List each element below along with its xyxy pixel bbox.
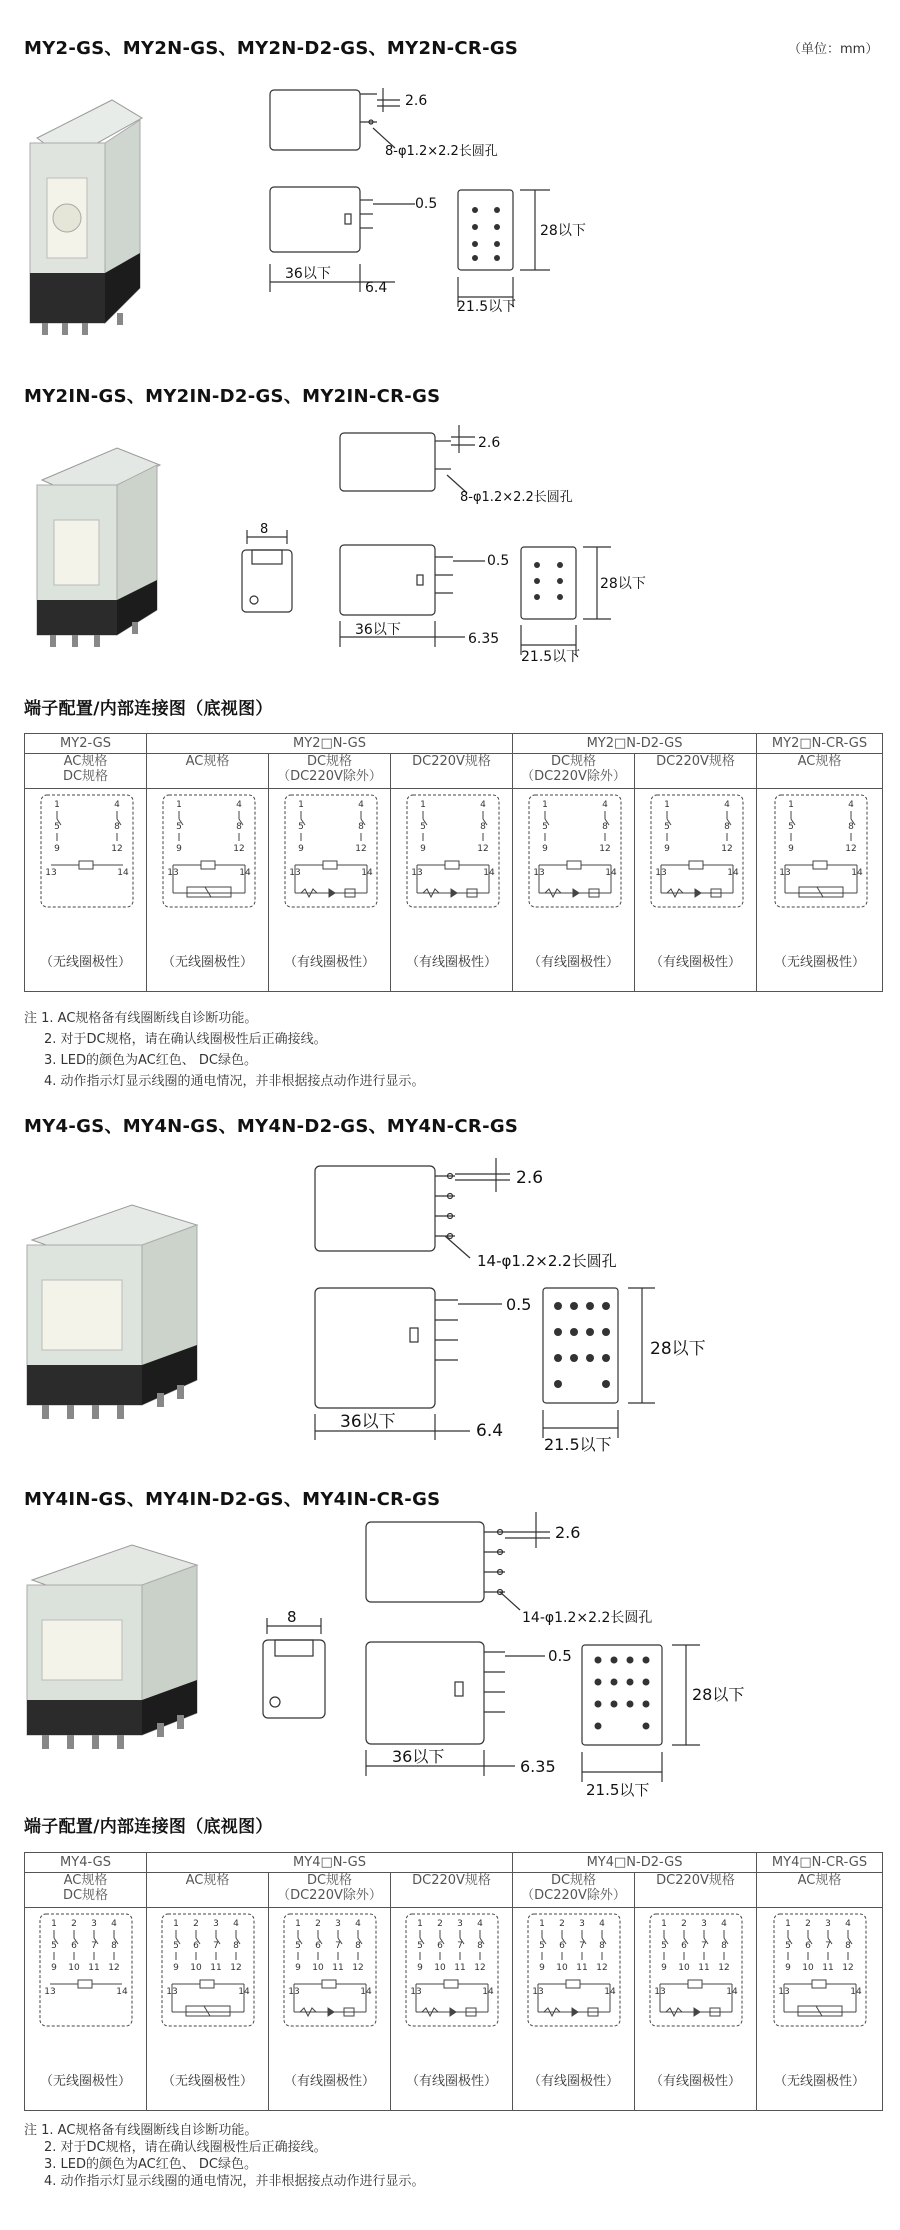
dim-thickness: 2.6 bbox=[478, 435, 501, 451]
spec-header: AC规格 DC规格 bbox=[25, 1873, 147, 1908]
pin-label: 14 bbox=[725, 1987, 738, 1997]
pin-label: 1 bbox=[50, 1919, 57, 1929]
pin-label: 13 bbox=[409, 1987, 422, 1997]
pin-label: 4 bbox=[476, 1919, 483, 1929]
pin-label: 3 bbox=[456, 1919, 463, 1929]
relay-photo-my2 bbox=[22, 88, 152, 343]
dim-length: 36以下 bbox=[285, 266, 331, 282]
pin-label: 1 bbox=[538, 1919, 545, 1929]
pin-label: 6 bbox=[804, 1941, 811, 1951]
pin-label: 9 bbox=[419, 844, 426, 854]
pin-label: 12 bbox=[232, 844, 245, 854]
pin-label: 3 bbox=[578, 1919, 585, 1929]
polarity-caption: （无线圈极性） bbox=[774, 955, 866, 970]
pin-label: 13 bbox=[531, 1987, 544, 1997]
pin-label: 12 bbox=[844, 844, 857, 854]
pin-label: 5 bbox=[175, 822, 182, 832]
pin-label: 13 bbox=[532, 868, 545, 878]
pin-label: 7 bbox=[824, 1941, 831, 1951]
unit-label: （单位：mm） bbox=[788, 42, 879, 57]
dim-length: 36以下 bbox=[340, 1412, 396, 1432]
note-line: 4. 动作指示灯显示线圈的通电情况，并非根据接点动作进行显示。 bbox=[44, 1074, 425, 1089]
pin-label: 13 bbox=[778, 868, 791, 878]
pin-label: 11 bbox=[87, 1963, 100, 1973]
circuit-diagram bbox=[30, 1908, 142, 2058]
circuit-diagram bbox=[640, 1908, 752, 2058]
dim-drawing-front-my2in bbox=[232, 522, 302, 622]
dim-pin: 0.5 bbox=[506, 1295, 532, 1314]
pin-label: 2 bbox=[436, 1919, 443, 1929]
relay-photo-my2in bbox=[32, 440, 172, 665]
pin-label: 9 bbox=[660, 1963, 667, 1973]
dim-pitch: 6.35 bbox=[520, 1757, 556, 1776]
section-title: MY4-GS、MY4N-GS、MY4N-D2-GS、MY4N-CR-GS bbox=[24, 1116, 519, 1137]
dim-pin: 0.5 bbox=[415, 196, 438, 212]
pin-label: 8 bbox=[235, 822, 242, 832]
dim-pin: 0.5 bbox=[548, 1647, 572, 1665]
circuit-diagram bbox=[641, 789, 751, 939]
circuit-diagram bbox=[396, 1908, 508, 2058]
terminal-heading: 端子配置/内部连接图（底视图） bbox=[24, 699, 273, 719]
pin-label: 14 bbox=[238, 868, 251, 878]
pin-label: 14 bbox=[360, 868, 373, 878]
pin-label: 9 bbox=[663, 844, 670, 854]
pin-label: 9 bbox=[294, 1963, 301, 1973]
circuit-diagram bbox=[764, 1908, 876, 2058]
pin-label: 6 bbox=[680, 1941, 687, 1951]
note-line: 3. LED的颜色为AC红色、 DC绿色。 bbox=[44, 1053, 257, 1068]
polarity-caption: （有线圈极性） bbox=[283, 955, 375, 970]
pin-label: 8 bbox=[601, 822, 608, 832]
dim-thickness: 2.6 bbox=[405, 93, 428, 109]
pin-label: 10 bbox=[433, 1963, 446, 1973]
polarity-caption: （无线圈极性） bbox=[39, 2074, 131, 2089]
pin-label: 6 bbox=[70, 1941, 77, 1951]
spec-header: AC规格 bbox=[757, 1873, 883, 1908]
dim-drawing-top-my4 bbox=[310, 1148, 730, 1454]
dim-width: 21.5以下 bbox=[457, 299, 517, 315]
pin-label: 11 bbox=[821, 1963, 834, 1973]
pin-label: 8 bbox=[232, 1941, 239, 1951]
circuit-diagram bbox=[397, 789, 507, 939]
pin-label: 1 bbox=[541, 800, 548, 810]
pin-label: 14 bbox=[850, 868, 863, 878]
pin-label: 4 bbox=[720, 1919, 727, 1929]
polarity-caption: （有线圈极性） bbox=[650, 2074, 742, 2089]
circuit-diagram bbox=[518, 1908, 630, 2058]
pin-label: 4 bbox=[354, 1919, 361, 1929]
pin-label: 1 bbox=[787, 800, 794, 810]
pin-label: 8 bbox=[723, 822, 730, 832]
pin-label: 5 bbox=[660, 1941, 667, 1951]
dim-thickness: 2.6 bbox=[516, 1168, 544, 1188]
pin-label: 10 bbox=[311, 1963, 324, 1973]
pin-label: 13 bbox=[410, 868, 423, 878]
pin-label: 4 bbox=[847, 800, 854, 810]
pin-label: 12 bbox=[598, 844, 611, 854]
pin-label: 13 bbox=[777, 1987, 790, 1997]
pin-label: 10 bbox=[555, 1963, 568, 1973]
pin-label: 8 bbox=[110, 1941, 117, 1951]
pin-label: 5 bbox=[538, 1941, 545, 1951]
note-line: 注 1. AC规格备有线圈断线自诊断功能。 bbox=[24, 2123, 258, 2138]
pin-label: 8 bbox=[476, 1941, 483, 1951]
section-title: MY2-GS、MY2N-GS、MY2N-D2-GS、MY2N-CR-GS bbox=[24, 38, 519, 59]
pin-label: 4 bbox=[723, 800, 730, 810]
pin-label: 8 bbox=[844, 1941, 851, 1951]
pin-label: 4 bbox=[598, 1919, 605, 1929]
pin-label: 12 bbox=[720, 844, 733, 854]
pin-label: 1 bbox=[663, 800, 670, 810]
pin-label: 12 bbox=[476, 844, 489, 854]
pin-label: 3 bbox=[90, 1919, 97, 1929]
pin-label: 10 bbox=[801, 1963, 814, 1973]
relay-photo-my4 bbox=[22, 1195, 207, 1435]
dim-front: 8 bbox=[260, 522, 269, 537]
note-line: 4. 动作指示灯显示线圈的通电情况，并非根据接点动作进行显示。 bbox=[44, 2174, 425, 2189]
notes-block bbox=[24, 2122, 425, 2190]
pin-label: 1 bbox=[294, 1919, 301, 1929]
polarity-caption: （有线圈极性） bbox=[650, 955, 742, 970]
pin-label: 8 bbox=[354, 1941, 361, 1951]
pin-label: 9 bbox=[787, 844, 794, 854]
group-header: MY2□N-GS bbox=[147, 734, 513, 754]
pin-label: 12 bbox=[595, 1963, 608, 1973]
pin-label: 14 bbox=[849, 1987, 862, 1997]
pin-label: 1 bbox=[660, 1919, 667, 1929]
dim-hole: 14-φ1.2×2.2长圆孔 bbox=[477, 1252, 617, 1270]
pin-label: 6 bbox=[436, 1941, 443, 1951]
note-line: 2. 对于DC规格，请在确认线圈极性后正确接线。 bbox=[44, 2140, 327, 2155]
pin-label: 1 bbox=[416, 1919, 423, 1929]
group-header: MY2□N-CR-GS bbox=[757, 734, 883, 754]
dim-width: 21.5以下 bbox=[521, 649, 581, 665]
spec-header: DC220V规格 bbox=[391, 1873, 513, 1908]
polarity-caption: （有线圈极性） bbox=[528, 955, 620, 970]
pin-label: 4 bbox=[113, 800, 120, 810]
pin-label: 4 bbox=[235, 800, 242, 810]
group-header: MY4□N-GS bbox=[147, 1853, 513, 1873]
group-header: MY4-GS bbox=[25, 1853, 147, 1873]
pin-label: 14 bbox=[481, 1987, 494, 1997]
spec-header: DC规格 （DC220V除外） bbox=[269, 1873, 391, 1908]
pin-label: 7 bbox=[456, 1941, 463, 1951]
pin-label: 11 bbox=[697, 1963, 710, 1973]
spec-header: DC规格 （DC220V除外） bbox=[513, 1873, 635, 1908]
dim-drawing-top-my2 bbox=[265, 82, 685, 315]
dim-height: 28以下 bbox=[540, 223, 586, 239]
pin-label: 9 bbox=[297, 844, 304, 854]
pin-label: 14 bbox=[359, 1987, 372, 1997]
pin-label: 5 bbox=[172, 1941, 179, 1951]
pin-label: 12 bbox=[717, 1963, 730, 1973]
pin-label: 12 bbox=[473, 1963, 486, 1973]
pin-label: 5 bbox=[53, 822, 60, 832]
pin-label: 6 bbox=[558, 1941, 565, 1951]
pin-label: 2 bbox=[680, 1919, 687, 1929]
spec-header: AC规格 DC规格 bbox=[25, 754, 147, 789]
pin-label: 9 bbox=[416, 1963, 423, 1973]
group-header: MY4□N-D2-GS bbox=[513, 1853, 757, 1873]
pin-label: 8 bbox=[357, 822, 364, 832]
pin-label: 1 bbox=[172, 1919, 179, 1929]
pin-label: 11 bbox=[209, 1963, 222, 1973]
pin-label: 6 bbox=[192, 1941, 199, 1951]
polarity-caption: （有线圈极性） bbox=[406, 955, 498, 970]
dim-pitch: 6.4 bbox=[476, 1421, 504, 1441]
pin-label: 12 bbox=[229, 1963, 242, 1973]
pin-label: 12 bbox=[351, 1963, 364, 1973]
pin-label: 1 bbox=[175, 800, 182, 810]
pin-label: 10 bbox=[677, 1963, 690, 1973]
circuit-diagram bbox=[152, 1908, 264, 2058]
pin-label: 6 bbox=[314, 1941, 321, 1951]
pin-label: 2 bbox=[804, 1919, 811, 1929]
pin-label: 3 bbox=[824, 1919, 831, 1929]
spec-header: DC规格 （DC220V除外） bbox=[269, 754, 391, 789]
spec-header: DC规格 （DC220V除外） bbox=[513, 754, 635, 789]
polarity-caption: （有线圈极性） bbox=[528, 2074, 620, 2089]
group-header: MY2□N-D2-GS bbox=[513, 734, 757, 754]
pin-label: 9 bbox=[541, 844, 548, 854]
polarity-caption: （无线圈极性） bbox=[161, 955, 253, 970]
pin-label: 9 bbox=[53, 844, 60, 854]
note-line: 注 1. AC规格备有线圈断线自诊断功能。 bbox=[24, 1011, 258, 1026]
pin-label: 5 bbox=[784, 1941, 791, 1951]
dim-height: 28以下 bbox=[650, 1339, 706, 1359]
pin-label: 1 bbox=[297, 800, 304, 810]
note-line: 2. 对于DC规格，请在确认线圈极性后正确接线。 bbox=[44, 1032, 327, 1047]
pin-label: 10 bbox=[67, 1963, 80, 1973]
pin-label: 13 bbox=[653, 1987, 666, 1997]
pin-label: 5 bbox=[419, 822, 426, 832]
dim-height: 28以下 bbox=[692, 1685, 745, 1704]
pin-label: 12 bbox=[110, 844, 123, 854]
circuit-diagram bbox=[153, 789, 263, 939]
pin-label: 8 bbox=[479, 822, 486, 832]
pin-label: 13 bbox=[44, 868, 57, 878]
pin-label: 1 bbox=[784, 1919, 791, 1929]
polarity-caption: （无线圈极性） bbox=[39, 955, 131, 970]
pin-label: 14 bbox=[726, 868, 739, 878]
pin-label: 9 bbox=[784, 1963, 791, 1973]
spec-header: AC规格 bbox=[147, 1873, 269, 1908]
pin-label: 2 bbox=[192, 1919, 199, 1929]
note-line: 3. LED的颜色为AC红色、 DC绿色。 bbox=[44, 2157, 257, 2172]
terminal-heading: 端子配置/内部连接图（底视图） bbox=[24, 1817, 273, 1837]
pin-label: 3 bbox=[700, 1919, 707, 1929]
relay-photo-my4in bbox=[22, 1535, 207, 1770]
pin-label: 5 bbox=[787, 822, 794, 832]
pin-label: 1 bbox=[419, 800, 426, 810]
pin-label: 8 bbox=[598, 1941, 605, 1951]
dim-front: 8 bbox=[287, 1608, 297, 1626]
pin-label: 8 bbox=[113, 822, 120, 832]
pin-label: 12 bbox=[354, 844, 367, 854]
pin-label: 13 bbox=[165, 1987, 178, 1997]
polarity-caption: （无线圈极性） bbox=[774, 2074, 866, 2089]
dim-height: 28以下 bbox=[600, 576, 646, 592]
section-title: MY2IN-GS、MY2IN-D2-GS、MY2IN-CR-GS bbox=[24, 386, 441, 407]
dim-hole: 14-φ1.2×2.2长圆孔 bbox=[522, 1610, 653, 1626]
circuit-diagram bbox=[31, 789, 141, 939]
notes-block bbox=[24, 1008, 425, 1092]
dim-width: 21.5以下 bbox=[544, 1435, 612, 1454]
dim-length: 36以下 bbox=[355, 622, 401, 638]
dim-drawing-front-my4in bbox=[255, 1608, 335, 1732]
pin-label: 3 bbox=[212, 1919, 219, 1929]
pin-label: 5 bbox=[294, 1941, 301, 1951]
spec-header: DC220V规格 bbox=[635, 1873, 757, 1908]
pin-label: 14 bbox=[482, 868, 495, 878]
pin-label: 4 bbox=[601, 800, 608, 810]
dim-drawing-top-my2in bbox=[335, 425, 646, 665]
pin-label: 9 bbox=[175, 844, 182, 854]
pin-label: 14 bbox=[115, 1987, 128, 1997]
dim-pitch: 6.35 bbox=[468, 631, 500, 647]
pin-label: 13 bbox=[287, 1987, 300, 1997]
circuit-diagram bbox=[274, 1908, 386, 2058]
pin-label: 14 bbox=[604, 868, 617, 878]
pin-label: 5 bbox=[663, 822, 670, 832]
pin-label: 4 bbox=[232, 1919, 239, 1929]
dim-thickness: 2.6 bbox=[555, 1523, 581, 1542]
pin-label: 7 bbox=[578, 1941, 585, 1951]
section-title: MY4IN-GS、MY4IN-D2-GS、MY4IN-CR-GS bbox=[24, 1489, 441, 1510]
group-header: MY2-GS bbox=[25, 734, 147, 754]
dim-width: 21.5以下 bbox=[586, 1781, 650, 1799]
polarity-caption: （无线圈极性） bbox=[161, 2074, 253, 2089]
pin-label: 13 bbox=[654, 868, 667, 878]
pin-label: 2 bbox=[70, 1919, 77, 1929]
pin-label: 5 bbox=[541, 822, 548, 832]
pin-label: 8 bbox=[720, 1941, 727, 1951]
pin-label: 12 bbox=[841, 1963, 854, 1973]
pin-label: 2 bbox=[558, 1919, 565, 1929]
pin-label: 11 bbox=[453, 1963, 466, 1973]
pin-label: 11 bbox=[575, 1963, 588, 1973]
dim-hole: 8-φ1.2×2.2长圆孔 bbox=[460, 490, 573, 505]
dim-pin: 0.5 bbox=[487, 553, 510, 569]
circuit-diagram bbox=[765, 789, 875, 939]
pin-label: 4 bbox=[110, 1919, 117, 1929]
circuit-diagram bbox=[519, 789, 629, 939]
dim-hole: 8-φ1.2×2.2长圆孔 bbox=[385, 144, 498, 159]
pin-label: 14 bbox=[237, 1987, 250, 1997]
pin-label: 5 bbox=[416, 1941, 423, 1951]
spec-header: DC220V规格 bbox=[391, 754, 513, 789]
terminal-table-my4 bbox=[24, 1852, 883, 2111]
polarity-caption: （有线圈极性） bbox=[406, 2074, 498, 2089]
circuit-diagram bbox=[275, 789, 385, 939]
pin-label: 8 bbox=[847, 822, 854, 832]
terminal-table-my2 bbox=[24, 733, 883, 992]
pin-label: 2 bbox=[314, 1919, 321, 1929]
pin-label: 9 bbox=[50, 1963, 57, 1973]
pin-label: 7 bbox=[90, 1941, 97, 1951]
pin-label: 12 bbox=[107, 1963, 120, 1973]
pin-label: 4 bbox=[479, 800, 486, 810]
pin-label: 4 bbox=[357, 800, 364, 810]
pin-label: 3 bbox=[334, 1919, 341, 1929]
dim-length: 36以下 bbox=[392, 1747, 445, 1766]
spec-header: AC规格 bbox=[757, 754, 883, 789]
pin-label: 10 bbox=[189, 1963, 202, 1973]
pin-label: 11 bbox=[331, 1963, 344, 1973]
dim-drawing-top-my4in bbox=[360, 1510, 745, 1800]
group-header: MY4□N-CR-GS bbox=[757, 1853, 883, 1873]
pin-label: 9 bbox=[538, 1963, 545, 1973]
pin-label: 14 bbox=[603, 1987, 616, 1997]
pin-label: 13 bbox=[288, 868, 301, 878]
pin-label: 4 bbox=[844, 1919, 851, 1929]
dim-pitch: 6.4 bbox=[365, 280, 388, 296]
pin-label: 14 bbox=[116, 868, 129, 878]
pin-label: 9 bbox=[172, 1963, 179, 1973]
spec-header: AC规格 bbox=[147, 754, 269, 789]
pin-label: 7 bbox=[700, 1941, 707, 1951]
pin-label: 1 bbox=[53, 800, 60, 810]
pin-label: 7 bbox=[334, 1941, 341, 1951]
pin-label: 7 bbox=[212, 1941, 219, 1951]
pin-label: 13 bbox=[166, 868, 179, 878]
pin-label: 13 bbox=[43, 1987, 56, 1997]
polarity-caption: （有线圈极性） bbox=[283, 2074, 375, 2089]
spec-header: DC220V规格 bbox=[635, 754, 757, 789]
pin-label: 5 bbox=[297, 822, 304, 832]
pin-label: 5 bbox=[50, 1941, 57, 1951]
